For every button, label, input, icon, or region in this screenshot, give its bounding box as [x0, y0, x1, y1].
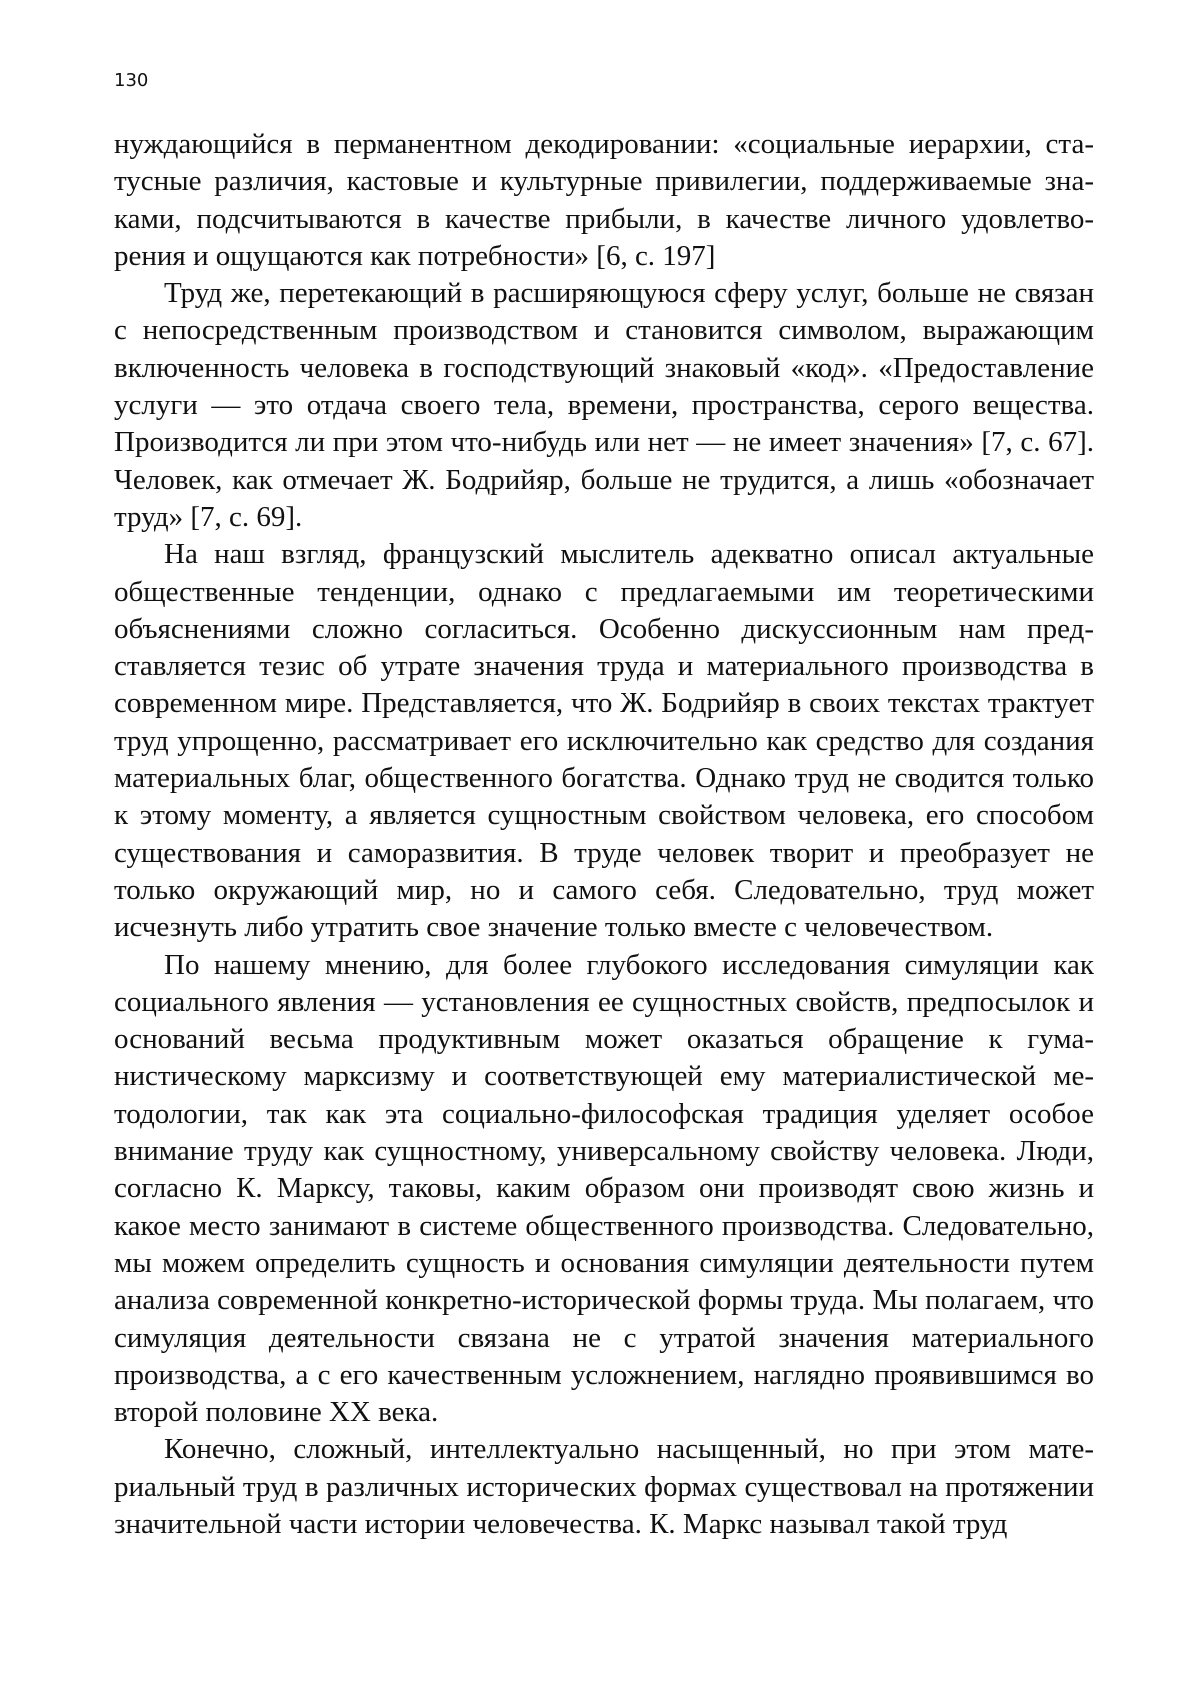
body-text	[114, 126, 1094, 1543]
paragraph-1: нуждающийся в перманентном декодировании: «социальные иерархии, статусные различия, кастовые и культурные привилегии, поддерживаемые знаками, подсчитываются в качестве прибыли, в качестве личного удовлетворения и ощущаются как потребности» [6, с. 197]	[114, 128, 1094, 272]
paragraph-4: По нашему мнению, для более глубокого исследования симуляции как социального явления — установления ее сущностных свойств, предпосылок и оснований весьма продуктивным может оказаться обращение к гуманистическому марксизму и соответствующей ему материалистической методологии, так как эта социально-философская традиция уделяет особое внимание труду как сущностному, универсальному свойству человека. Люди, согласно К. Марксу, таковы, каким образом они производят свою жизнь и какое место занимают в системе общественного производства. Следовательно, мы можем определить сущность и основания симуляции деятельности путем анализа современной конкретно-исторической формы труда. Мы полагаем, что симуляция деятельности связана не с утратой значения материального производства, а с его качественным усложнением, наглядно проявившимся во второй половине XX века.	[114, 948, 1094, 1429]
paragraph-2: Труд же, перетекающий в расширяющуюся сферу услуг, больше не связан с непосредственным производством и становится символом, выражающим включенность человека в господствующий знаковый «код». «Предоставление услуги — это отдача своего тела, времени, пространства, серого вещества. Производится ли при этом что-нибудь или нет — не имеет значения» [7, с. 67]. Человек, как отмечает Ж. Бодрийяр, больше не трудится, а лишь «обозначает труд» [7, с. 69].	[114, 277, 1094, 533]
paragraph-3: На наш взгляд, французский мыслитель адекватно описал актуальные общественные тенденции, однако с предлагаемыми им теоретическими объяснениями сложно согласиться. Особенно дискуссионным нам представляется тезис об утрате значения труда и материального производства в современном мире. Представляется, что Ж. Бодрийяр в своих текстах трактует труд упрощенно, рассматривает его исключительно как средство для создания материальных благ, общественного богатства. Однако труд не сводится только к этому моменту, а является сущностным свойством человека, его способом существования и саморазвития. В труде человек творит и преобразует не только окружающий мир, но и самого себя. Следовательно, труд может исчезнуть либо утратить свое значение только вместе с человечеством.	[114, 538, 1094, 944]
page-number: 130	[114, 70, 149, 91]
paragraph-5: Конечно, сложный, интеллектуально насыщенный, но при этом материальный труд в различных исторических формах существовал на протяжении значительной части истории человечества. К. Маркс называл такой труд	[114, 1433, 1094, 1540]
